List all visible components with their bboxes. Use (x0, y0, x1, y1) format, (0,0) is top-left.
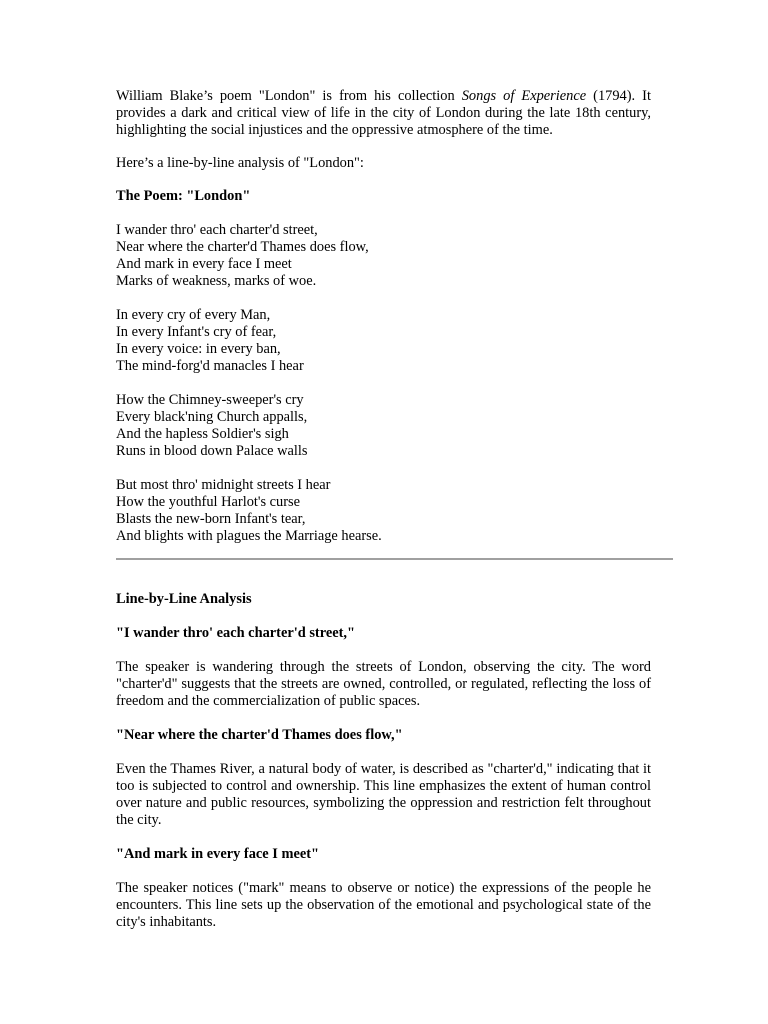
poem-line: Near where the charter'd Thames does flow, (116, 239, 369, 255)
analysis-paragraph: The speaker is wandering through the streets of London, observing the city. The word "charter'd" suggests that the streets are owned, controlled, or regulated, reflecting the loss of freedom and the commercialization of public spaces. (116, 659, 651, 709)
poem-line: I wander thro' each charter'd street, (116, 222, 318, 238)
poem-line: And the hapless Soldier's sigh (116, 426, 289, 442)
poem-heading: The Poem: "London" (116, 188, 251, 204)
collection-title: Songs of Experience (461, 88, 587, 104)
poem-line: But most thro' midnight streets I hear (116, 477, 331, 493)
intro-text-start: William Blake’s poem "London" is from his collection (116, 88, 462, 104)
poem-line: How the Chimney-sweeper's cry (116, 392, 304, 408)
quote-heading: "And mark in every face I meet" (116, 846, 320, 862)
poem-line: In every cry of every Man, (116, 307, 271, 323)
intro-paragraph (116, 88, 651, 139)
analysis-paragraph: Even the Thames River, a natural body of water, is described as "charter'd," indicating that it too is subjected to control and ownership. This line emphasizes the extent of human control over nature and public resources, symbolizing the oppression and restriction felt throughout the city. (116, 761, 651, 828)
section-divider (116, 558, 673, 560)
poem-line: In every Infant's cry of fear, (116, 324, 277, 340)
poem-line: How the youthful Harlot's curse (116, 494, 301, 510)
poem-line: Every black'ning Church appalls, (116, 409, 308, 425)
analysis-section (116, 591, 651, 948)
quote-heading: "Near where the charter'd Thames does flow," (116, 727, 403, 743)
intro-text-end: (1794). It provides a dark and critical view of life in the city of London during the late 18th century, highlighting the social injustices and the oppressive atmosphere of the time. (116, 88, 651, 138)
poem-stanza (116, 307, 651, 375)
poem-line: The mind-forg'd manacles I hear (116, 358, 304, 374)
poem-line: Runs in blood down Palace walls (116, 443, 308, 459)
poem-line: Marks of weakness, marks of woe. (116, 273, 317, 289)
poem-stanza (116, 477, 651, 545)
poem-stanza (116, 392, 651, 460)
quote-heading: "I wander thro' each charter'd street," (116, 625, 355, 641)
analysis-lead-in: Here’s a line-by-line analysis of "London": (116, 155, 364, 171)
analysis-heading: Line-by-Line Analysis (116, 591, 252, 607)
poem-line: And mark in every face I meet (116, 256, 292, 272)
analysis-paragraph: The speaker notices ("mark" means to observe or notice) the expressions of the people he encounters. This line sets up the observation of the emotional and psychological state of the city's inhabitants. (116, 880, 651, 930)
poem-line: In every voice: in every ban, (116, 341, 281, 357)
poem-line: And blights with plagues the Marriage hearse. (116, 528, 382, 544)
poem-stanza (116, 222, 651, 290)
poem-line: Blasts the new-born Infant's tear, (116, 511, 306, 527)
